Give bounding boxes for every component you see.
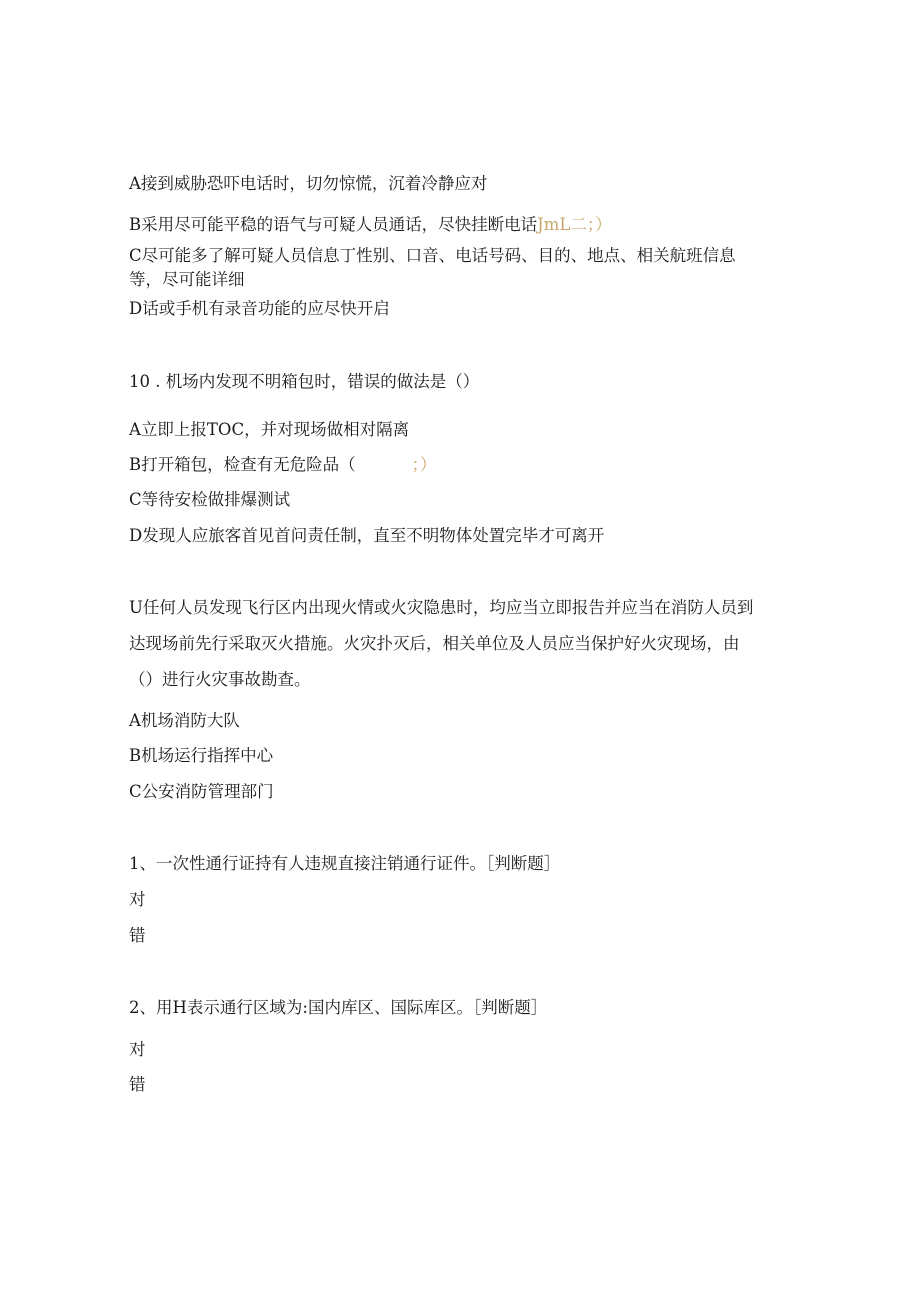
- q10-option-a: A立即上报TOC，并对现场做相对隔离: [129, 420, 410, 439]
- question-11-stem-line-3: （）进行火灾事故勘查。: [129, 670, 311, 689]
- option-a: A接到威胁恐吓电话时，切勿惊慌，沉着冷静应对: [129, 174, 488, 193]
- tf1-option-true: 对: [129, 890, 146, 909]
- q10-option-b-annotation: ；）: [411, 455, 437, 474]
- question-11-stem-line-2: 达现场前先行采取灭火措施。火灾扑灭后，相关单位及人员应当保护好火灾现场，由: [129, 634, 740, 653]
- q11-option-c: C公安消防管理部门: [129, 782, 274, 801]
- question-10-stem: 10 . 机场内发现不明箱包时，错误的做法是（）: [129, 372, 480, 391]
- q10-option-d: D发现人应旅客首见首问责任制，直至不明物体处置完毕才可离开: [129, 526, 605, 545]
- tf-question-1-stem: 1、一次性通行证持有人违规直接注销通行证件。［判断题］: [129, 854, 561, 873]
- tf1-option-false: 错: [129, 926, 146, 945]
- q10-option-c: C等待安检做排爆测试: [129, 490, 291, 509]
- q11-option-b: B机场运行指挥中心: [129, 746, 274, 765]
- option-b: [129, 217, 612, 234]
- tf-question-2-stem: 2、用H表示通行区域为:国内库区、国际库区。［判断题］: [129, 998, 548, 1017]
- q10-option-b: [129, 457, 436, 474]
- option-c-continued: 等，尽可能详细: [129, 270, 245, 289]
- question-11-stem-line-1: U任何人员发现飞行区内出现火情或火灾隐患时，均应当立即报告并应当在消防人员到: [129, 598, 754, 617]
- q10-option-b-text: B打开箱包，检查有无危险品（: [129, 455, 356, 474]
- option-b-annotation: JmL二；）: [537, 215, 612, 234]
- option-b-text: B采用尽可能平稳的语气与可疑人员通话，尽快挂断电话: [129, 215, 538, 234]
- q11-option-a: A机场消防大队: [129, 711, 240, 730]
- tf2-option-false: 错: [129, 1075, 146, 1094]
- tf2-option-true: 对: [129, 1040, 146, 1059]
- option-c: C尽可能多了解可疑人员信息丁性别、口音、电话号码、目的、地点、相关航班信息: [129, 246, 736, 265]
- option-d: D话或手机有录音功能的应尽快开启: [129, 299, 390, 318]
